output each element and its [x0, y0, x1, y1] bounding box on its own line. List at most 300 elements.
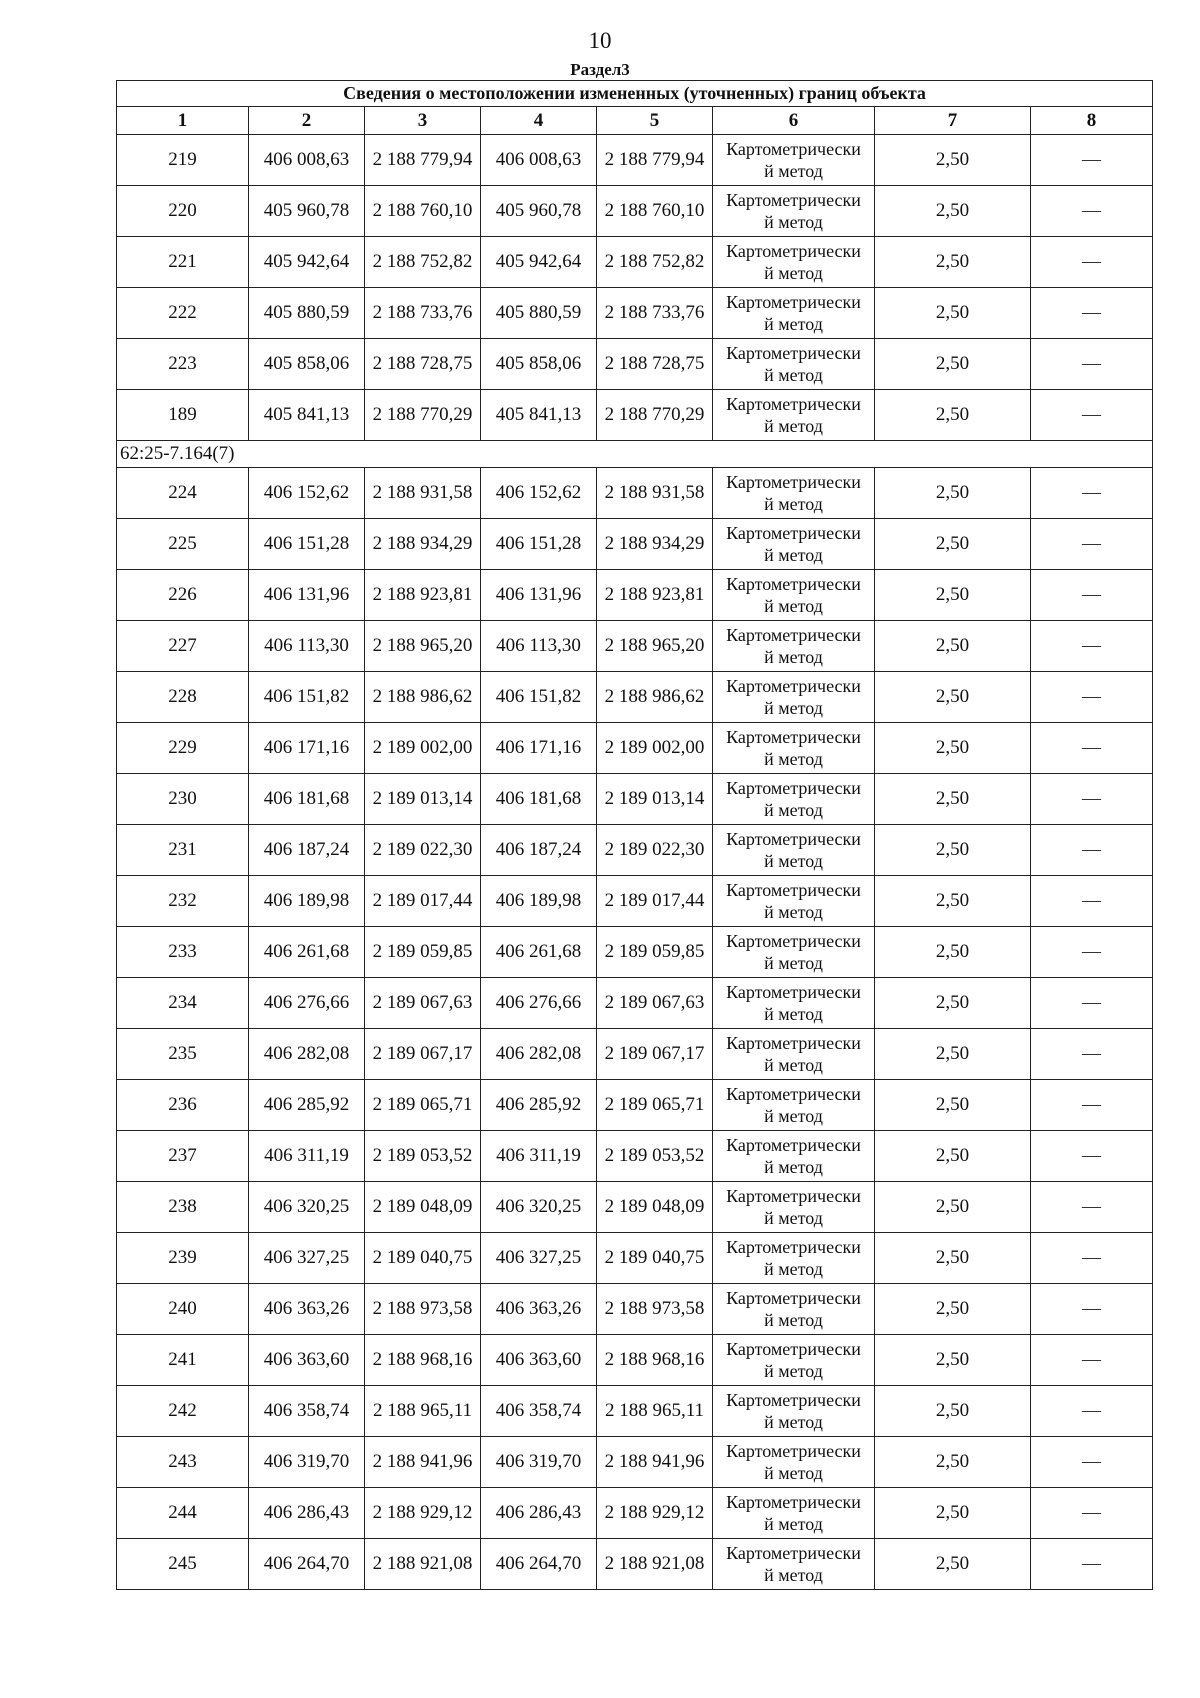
existing-y-cell: 2 188 968,16: [365, 1335, 481, 1386]
existing-y-cell: 2 188 923,81: [365, 570, 481, 621]
precision-cell: 2,50: [875, 1539, 1031, 1590]
dash-cell: —: [1031, 978, 1153, 1029]
updated-x-cell: 406 187,24: [481, 825, 597, 876]
updated-x-cell: 405 960,78: [481, 186, 597, 237]
updated-y-cell: 2 188 941,96: [597, 1437, 713, 1488]
existing-x-cell: 406 151,28: [249, 519, 365, 570]
updated-y-cell: 2 189 022,30: [597, 825, 713, 876]
table-row: [117, 621, 1153, 672]
precision-cell: 2,50: [875, 978, 1031, 1029]
existing-x-cell: 405 858,06: [249, 339, 365, 390]
updated-y-cell: 2 189 017,44: [597, 876, 713, 927]
method-line: й метод: [764, 800, 823, 820]
table-row: [117, 1335, 1153, 1386]
point-number-cell: 220: [117, 186, 249, 237]
dash-cell: —: [1031, 1233, 1153, 1284]
dash-cell: —: [1031, 1080, 1153, 1131]
point-number-cell: 235: [117, 1029, 249, 1080]
existing-x-cell: 406 261,68: [249, 927, 365, 978]
updated-y-cell: 2 189 067,17: [597, 1029, 713, 1080]
group-label: 62:25-7.164(7): [117, 441, 1153, 468]
point-number-cell: 223: [117, 339, 249, 390]
column-number: 8: [1031, 107, 1153, 135]
precision-cell: 2,50: [875, 1335, 1031, 1386]
updated-x-cell: 406 319,70: [481, 1437, 597, 1488]
page-number: 10: [588, 28, 612, 53]
method-cell: [713, 1539, 875, 1590]
updated-x-cell: 406 171,16: [481, 723, 597, 774]
table-caption-row: [117, 81, 1153, 107]
existing-x-cell: 406 152,62: [249, 468, 365, 519]
method-line: й метод: [764, 1463, 823, 1483]
table-row: [117, 1182, 1153, 1233]
updated-y-cell: 2 188 923,81: [597, 570, 713, 621]
existing-x-cell: 406 151,82: [249, 672, 365, 723]
existing-x-cell: 405 880,59: [249, 288, 365, 339]
column-number: 4: [481, 107, 597, 135]
method-cell: [713, 621, 875, 672]
table-row: [117, 978, 1153, 1029]
existing-y-cell: 2 189 022,30: [365, 825, 481, 876]
method-cell: [713, 978, 875, 1029]
existing-y-cell: 2 188 770,29: [365, 390, 481, 441]
updated-y-cell: 2 188 934,29: [597, 519, 713, 570]
method-line: й метод: [764, 1106, 823, 1126]
method-line: й метод: [764, 1157, 823, 1177]
point-number-cell: 222: [117, 288, 249, 339]
existing-y-cell: 2 188 733,76: [365, 288, 481, 339]
precision-cell: 2,50: [875, 1080, 1031, 1131]
existing-x-cell: 406 327,25: [249, 1233, 365, 1284]
updated-y-cell: 2 188 760,10: [597, 186, 713, 237]
method-line: й метод: [764, 902, 823, 922]
existing-x-cell: 406 358,74: [249, 1386, 365, 1437]
existing-y-cell: 2 188 965,20: [365, 621, 481, 672]
updated-x-cell: 406 131,96: [481, 570, 597, 621]
method-line: Картометрически: [726, 1033, 861, 1053]
table-row: [117, 825, 1153, 876]
method-line: й метод: [764, 851, 823, 871]
updated-x-cell: 406 358,74: [481, 1386, 597, 1437]
point-number-cell: 239: [117, 1233, 249, 1284]
table-row: [117, 570, 1153, 621]
table-row: [117, 1131, 1153, 1182]
table-row: [117, 927, 1153, 978]
existing-y-cell: 2 188 965,11: [365, 1386, 481, 1437]
point-number-cell: 229: [117, 723, 249, 774]
method-line: й метод: [764, 953, 823, 973]
method-line: й метод: [764, 263, 823, 283]
method-line: й метод: [764, 1259, 823, 1279]
table-row: [117, 1539, 1153, 1590]
updated-y-cell: 2 189 002,00: [597, 723, 713, 774]
existing-x-cell: 406 171,16: [249, 723, 365, 774]
method-line: Картометрически: [726, 880, 861, 900]
precision-cell: 2,50: [875, 468, 1031, 519]
method-line: Картометрически: [726, 982, 861, 1002]
point-number-cell: 236: [117, 1080, 249, 1131]
dash-cell: —: [1031, 186, 1153, 237]
method-line: й метод: [764, 1004, 823, 1024]
existing-x-cell: 406 189,98: [249, 876, 365, 927]
dash-cell: —: [1031, 1284, 1153, 1335]
method-line: й метод: [764, 1361, 823, 1381]
method-cell: [713, 672, 875, 723]
method-line: Картометрически: [726, 829, 861, 849]
method-line: й метод: [764, 494, 823, 514]
updated-y-cell: 2 189 013,14: [597, 774, 713, 825]
method-line: й метод: [764, 161, 823, 181]
dash-cell: —: [1031, 288, 1153, 339]
updated-x-cell: 406 008,63: [481, 135, 597, 186]
method-line: Картометрически: [726, 139, 861, 159]
point-number-cell: 228: [117, 672, 249, 723]
method-line: Картометрически: [726, 1492, 861, 1512]
updated-x-cell: 406 286,43: [481, 1488, 597, 1539]
precision-cell: 2,50: [875, 288, 1031, 339]
method-cell: [713, 1029, 875, 1080]
precision-cell: 2,50: [875, 1131, 1031, 1182]
method-line: й метод: [764, 1412, 823, 1432]
precision-cell: 2,50: [875, 621, 1031, 672]
updated-x-cell: 406 327,25: [481, 1233, 597, 1284]
method-cell: [713, 135, 875, 186]
dash-cell: —: [1031, 1029, 1153, 1080]
method-line: й метод: [764, 545, 823, 565]
method-line: Картометрически: [726, 190, 861, 210]
point-number-cell: 232: [117, 876, 249, 927]
existing-y-cell: 2 188 728,75: [365, 339, 481, 390]
updated-x-cell: 406 311,19: [481, 1131, 597, 1182]
updated-x-cell: 406 189,98: [481, 876, 597, 927]
existing-x-cell: 406 363,26: [249, 1284, 365, 1335]
existing-y-cell: 2 188 779,94: [365, 135, 481, 186]
method-line: Картометрически: [726, 574, 861, 594]
existing-y-cell: 2 188 986,62: [365, 672, 481, 723]
table-row: [117, 519, 1153, 570]
method-cell: [713, 237, 875, 288]
existing-x-cell: 406 187,24: [249, 825, 365, 876]
table-row: [117, 672, 1153, 723]
method-line: Картометрически: [726, 241, 861, 261]
method-cell: [713, 774, 875, 825]
updated-x-cell: 406 152,62: [481, 468, 597, 519]
dash-cell: —: [1031, 390, 1153, 441]
table-row: [117, 876, 1153, 927]
dash-cell: —: [1031, 825, 1153, 876]
dash-cell: —: [1031, 1131, 1153, 1182]
method-line: й метод: [764, 596, 823, 616]
updated-x-cell: 406 282,08: [481, 1029, 597, 1080]
precision-cell: 2,50: [875, 135, 1031, 186]
updated-y-cell: 2 188 770,29: [597, 390, 713, 441]
column-number: 2: [249, 107, 365, 135]
dash-cell: —: [1031, 468, 1153, 519]
updated-x-cell: 405 858,06: [481, 339, 597, 390]
table-row: [117, 468, 1153, 519]
method-cell: [713, 519, 875, 570]
point-number-cell: 231: [117, 825, 249, 876]
method-line: Картометрически: [726, 931, 861, 951]
method-line: Картометрически: [726, 1135, 861, 1155]
existing-x-cell: 406 320,25: [249, 1182, 365, 1233]
updated-y-cell: 2 188 728,75: [597, 339, 713, 390]
method-cell: [713, 1233, 875, 1284]
column-number: 7: [875, 107, 1031, 135]
updated-y-cell: 2 188 973,58: [597, 1284, 713, 1335]
precision-cell: 2,50: [875, 519, 1031, 570]
updated-y-cell: 2 188 965,11: [597, 1386, 713, 1437]
point-number-cell: 233: [117, 927, 249, 978]
dash-cell: —: [1031, 1182, 1153, 1233]
point-number-cell: 224: [117, 468, 249, 519]
method-line: Картометрически: [726, 1543, 861, 1563]
existing-x-cell: 406 008,63: [249, 135, 365, 186]
table-row: [117, 135, 1153, 186]
table-row: [117, 1029, 1153, 1080]
method-line: Картометрически: [726, 472, 861, 492]
section-title: Раздел3: [570, 60, 630, 79]
table-row: [117, 1488, 1153, 1539]
dash-cell: —: [1031, 135, 1153, 186]
updated-x-cell: 406 276,66: [481, 978, 597, 1029]
dash-cell: —: [1031, 1335, 1153, 1386]
updated-y-cell: 2 188 931,58: [597, 468, 713, 519]
table-row: [117, 288, 1153, 339]
existing-y-cell: 2 188 941,96: [365, 1437, 481, 1488]
method-line: й метод: [764, 212, 823, 232]
point-number-cell: 241: [117, 1335, 249, 1386]
dash-cell: —: [1031, 237, 1153, 288]
updated-y-cell: 2 188 921,08: [597, 1539, 713, 1590]
table-row: [117, 390, 1153, 441]
existing-y-cell: 2 189 067,17: [365, 1029, 481, 1080]
point-number-cell: 245: [117, 1539, 249, 1590]
dash-cell: —: [1031, 672, 1153, 723]
updated-x-cell: 405 841,13: [481, 390, 597, 441]
precision-cell: 2,50: [875, 339, 1031, 390]
updated-x-cell: 406 285,92: [481, 1080, 597, 1131]
existing-x-cell: 406 181,68: [249, 774, 365, 825]
precision-cell: 2,50: [875, 723, 1031, 774]
existing-y-cell: 2 189 059,85: [365, 927, 481, 978]
method-cell: [713, 339, 875, 390]
updated-y-cell: 2 189 059,85: [597, 927, 713, 978]
table-row: [117, 1386, 1153, 1437]
existing-x-cell: 405 841,13: [249, 390, 365, 441]
method-cell: [713, 1182, 875, 1233]
existing-x-cell: 406 131,96: [249, 570, 365, 621]
method-cell: [713, 1131, 875, 1182]
method-line: Картометрически: [726, 1288, 861, 1308]
method-line: Картометрически: [726, 676, 861, 696]
group-label-row: [117, 441, 1153, 468]
dash-cell: —: [1031, 1539, 1153, 1590]
method-cell: [713, 723, 875, 774]
method-line: Картометрически: [726, 1339, 861, 1359]
dash-cell: —: [1031, 1437, 1153, 1488]
point-number-cell: 243: [117, 1437, 249, 1488]
column-number: 1: [117, 107, 249, 135]
precision-cell: 2,50: [875, 1284, 1031, 1335]
existing-x-cell: 406 311,19: [249, 1131, 365, 1182]
updated-y-cell: 2 188 968,16: [597, 1335, 713, 1386]
table-row: [117, 186, 1153, 237]
method-line: Картометрически: [726, 1441, 861, 1461]
precision-cell: 2,50: [875, 186, 1031, 237]
precision-cell: 2,50: [875, 1182, 1031, 1233]
method-cell: [713, 876, 875, 927]
precision-cell: 2,50: [875, 774, 1031, 825]
existing-y-cell: 2 188 929,12: [365, 1488, 481, 1539]
existing-y-cell: 2 189 017,44: [365, 876, 481, 927]
method-line: Картометрически: [726, 292, 861, 312]
method-cell: [713, 927, 875, 978]
method-line: й метод: [764, 1055, 823, 1075]
updated-x-cell: 406 181,68: [481, 774, 597, 825]
method-cell: [713, 1284, 875, 1335]
updated-x-cell: 406 261,68: [481, 927, 597, 978]
existing-y-cell: 2 189 040,75: [365, 1233, 481, 1284]
point-number-cell: 219: [117, 135, 249, 186]
existing-y-cell: 2 188 931,58: [365, 468, 481, 519]
precision-cell: 2,50: [875, 237, 1031, 288]
column-number: 3: [365, 107, 481, 135]
existing-y-cell: 2 189 048,09: [365, 1182, 481, 1233]
precision-cell: 2,50: [875, 1488, 1031, 1539]
updated-x-cell: 406 363,60: [481, 1335, 597, 1386]
precision-cell: 2,50: [875, 1386, 1031, 1437]
method-cell: [713, 186, 875, 237]
updated-y-cell: 2 188 965,20: [597, 621, 713, 672]
method-cell: [713, 1386, 875, 1437]
method-line: й метод: [764, 365, 823, 385]
method-line: Картометрически: [726, 394, 861, 414]
updated-y-cell: 2 189 067,63: [597, 978, 713, 1029]
existing-x-cell: 406 285,92: [249, 1080, 365, 1131]
existing-y-cell: 2 188 934,29: [365, 519, 481, 570]
method-line: Картометрически: [726, 1084, 861, 1104]
point-number-cell: 234: [117, 978, 249, 1029]
existing-y-cell: 2 188 760,10: [365, 186, 481, 237]
table-row: [117, 1437, 1153, 1488]
method-cell: [713, 390, 875, 441]
dash-cell: —: [1031, 774, 1153, 825]
updated-y-cell: 2 188 929,12: [597, 1488, 713, 1539]
column-number-row: [117, 107, 1153, 135]
table-row: [117, 339, 1153, 390]
precision-cell: 2,50: [875, 1233, 1031, 1284]
table-caption: Сведения о местоположении измененных (уточненных) границ объекта: [117, 81, 1153, 107]
dash-cell: —: [1031, 927, 1153, 978]
method-line: Картометрически: [726, 1186, 861, 1206]
method-cell: [713, 570, 875, 621]
dash-cell: —: [1031, 570, 1153, 621]
method-line: Картометрически: [726, 625, 861, 645]
updated-y-cell: 2 189 065,71: [597, 1080, 713, 1131]
existing-y-cell: 2 189 002,00: [365, 723, 481, 774]
method-line: Картометрически: [726, 343, 861, 363]
dash-cell: —: [1031, 1488, 1153, 1539]
dash-cell: —: [1031, 621, 1153, 672]
method-line: Картометрически: [726, 1237, 861, 1257]
existing-x-cell: 406 276,66: [249, 978, 365, 1029]
existing-y-cell: 2 188 973,58: [365, 1284, 481, 1335]
updated-x-cell: 406 363,26: [481, 1284, 597, 1335]
method-line: Картометрически: [726, 778, 861, 798]
table-row: [117, 774, 1153, 825]
boundary-coordinates-table: [116, 80, 1153, 1590]
dash-cell: —: [1031, 1386, 1153, 1437]
updated-x-cell: 406 113,30: [481, 621, 597, 672]
method-line: й метод: [764, 416, 823, 436]
updated-y-cell: 2 189 048,09: [597, 1182, 713, 1233]
point-number-cell: 225: [117, 519, 249, 570]
existing-x-cell: 406 363,60: [249, 1335, 365, 1386]
existing-y-cell: 2 188 752,82: [365, 237, 481, 288]
precision-cell: 2,50: [875, 672, 1031, 723]
updated-y-cell: 2 188 733,76: [597, 288, 713, 339]
existing-x-cell: 406 282,08: [249, 1029, 365, 1080]
point-number-cell: 227: [117, 621, 249, 672]
updated-y-cell: 2 188 752,82: [597, 237, 713, 288]
updated-y-cell: 2 189 053,52: [597, 1131, 713, 1182]
point-number-cell: 238: [117, 1182, 249, 1233]
precision-cell: 2,50: [875, 1437, 1031, 1488]
method-cell: [713, 1080, 875, 1131]
point-number-cell: 226: [117, 570, 249, 621]
point-number-cell: 242: [117, 1386, 249, 1437]
precision-cell: 2,50: [875, 390, 1031, 441]
point-number-cell: 189: [117, 390, 249, 441]
updated-y-cell: 2 189 040,75: [597, 1233, 713, 1284]
updated-x-cell: 406 320,25: [481, 1182, 597, 1233]
method-line: й метод: [764, 1514, 823, 1534]
updated-x-cell: 406 151,28: [481, 519, 597, 570]
updated-y-cell: 2 188 986,62: [597, 672, 713, 723]
table-row: [117, 1080, 1153, 1131]
dash-cell: —: [1031, 723, 1153, 774]
method-line: й метод: [764, 698, 823, 718]
dash-cell: —: [1031, 519, 1153, 570]
precision-cell: 2,50: [875, 1029, 1031, 1080]
existing-y-cell: 2 189 065,71: [365, 1080, 481, 1131]
dash-cell: —: [1031, 876, 1153, 927]
method-line: й метод: [764, 647, 823, 667]
method-cell: [713, 1437, 875, 1488]
method-cell: [713, 1488, 875, 1539]
method-line: Картометрически: [726, 523, 861, 543]
existing-x-cell: 406 113,30: [249, 621, 365, 672]
table-row: [117, 723, 1153, 774]
method-line: й метод: [764, 749, 823, 769]
existing-y-cell: 2 188 921,08: [365, 1539, 481, 1590]
table-row: [117, 1233, 1153, 1284]
precision-cell: 2,50: [875, 570, 1031, 621]
existing-y-cell: 2 189 013,14: [365, 774, 481, 825]
method-line: Картометрически: [726, 1390, 861, 1410]
column-number: 6: [713, 107, 875, 135]
existing-x-cell: 406 286,43: [249, 1488, 365, 1539]
precision-cell: 2,50: [875, 876, 1031, 927]
precision-cell: 2,50: [875, 927, 1031, 978]
existing-y-cell: 2 189 067,63: [365, 978, 481, 1029]
existing-x-cell: 406 264,70: [249, 1539, 365, 1590]
updated-x-cell: 405 942,64: [481, 237, 597, 288]
method-line: й метод: [764, 1565, 823, 1585]
updated-x-cell: 405 880,59: [481, 288, 597, 339]
updated-y-cell: 2 188 779,94: [597, 135, 713, 186]
